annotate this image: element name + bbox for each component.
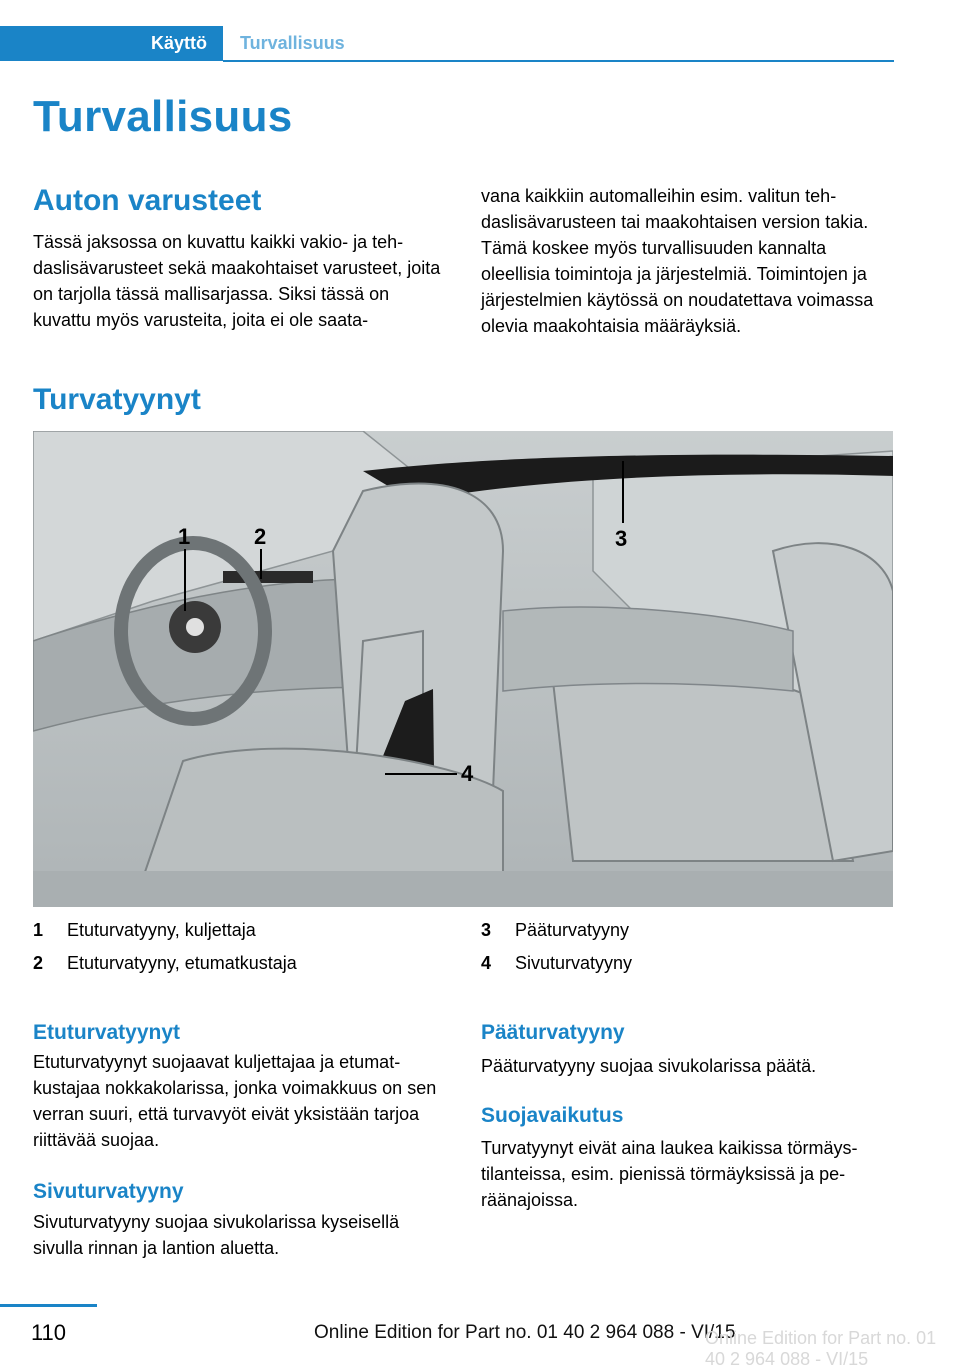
header-bar: [0, 26, 894, 62]
callout-label-2: 2: [254, 524, 267, 549]
legend-label: Sivuturvatyyny: [515, 953, 633, 973]
legend-number: 1: [33, 920, 44, 940]
callout-label-4: 4: [461, 761, 474, 786]
equipment-text-left: Tässä jaksossa on kuvattu kaikki vakio- ja tehdaslisävarusteet sekä maakohtaiset varusteet, joita on tarjolla tässä mallisarjassa. Siksi tässä on kuvattu myös varusteita, joita ei ole saata-: [33, 232, 441, 330]
callout-label-3: 3: [615, 526, 628, 551]
edition-note: Online Edition for Part no. 01 40 2 964 088 - VI/15: [314, 1322, 736, 1343]
page-number: 110: [30, 1320, 67, 1345]
tab-kaytto[interactable]: Käyttö: [0, 26, 223, 61]
header-divider: [223, 60, 894, 62]
protective-effect-text: Turvatyynyt eivät aina laukea kaikissa törmäystilanteissa, esim. pienissä törmäyksissä ja peräänajoissa.: [481, 1138, 858, 1210]
watermark: Online Edition for Part no. 01 40 2 964 088 - VI/15: [705, 1328, 937, 1369]
airbag-illustration: [33, 431, 893, 907]
head-airbag-text: Pääturvatyyny suojaa sivukolarissa päätä.: [481, 1056, 817, 1076]
car-interior-drawing: [33, 431, 893, 907]
legend-number: 2: [33, 953, 44, 973]
page-title: Turvallisuus: [33, 92, 293, 141]
side-airbag-text: Sivuturvatyyny suojaa sivukolarissa kyseisellä sivulla rinnan ja lantion aluetta.: [33, 1212, 400, 1258]
legend-label: Etuturvatyyny, etumatkustaja: [67, 953, 297, 973]
section-heading-airbags: Turvatyynyt: [33, 383, 201, 416]
head-airbag-heading: Pääturvatyyny: [481, 1021, 625, 1044]
callout-label-1: 1: [178, 524, 191, 549]
legend-number: 3: [481, 920, 492, 940]
protective-effect-heading: Suojavaikutus: [481, 1104, 624, 1127]
tab-turvallisuus[interactable]: Turvallisuus: [240, 33, 345, 53]
equipment-text-right: vana kaikkiin automalleihin esim. valitun tehdaslisävarusteen tai maakohtaisen version takia. Tämä koskee myös turvallisuuden kannalta oleellisia toimintoja ja järjestelmiä. Toimintojen ja järjestelmien käytössä on noudatettava voimassa olevia maakohtaisia määräyksiä.: [481, 186, 874, 336]
legend-item: [481, 914, 632, 947]
front-airbags-heading: Etuturvatyynyt: [33, 1021, 181, 1044]
front-airbags-text: Etuturvatyynyt suojaavat kuljettajaa ja etumatkustajaa nokkakolarissa, jonka voimakkuus on sen verran suuri, että turvavyöt eivät yksistään tarjoa riittävää suojaa.: [33, 1052, 437, 1150]
footer-divider: [0, 1304, 97, 1307]
legend-label: Etuturvatyyny, kuljettaja: [67, 920, 256, 940]
legend-label: Pääturvatyyny: [515, 920, 630, 940]
side-airbag-heading: Sivuturvatyyny: [33, 1180, 184, 1203]
legend-item: [33, 914, 297, 947]
section-heading-equipment: Auton varusteet: [33, 184, 262, 217]
legend-item: [481, 947, 632, 980]
legend-item: [33, 947, 297, 980]
legend-number: 4: [481, 953, 492, 973]
legend-left: [33, 914, 297, 980]
legend-right: [481, 914, 632, 980]
